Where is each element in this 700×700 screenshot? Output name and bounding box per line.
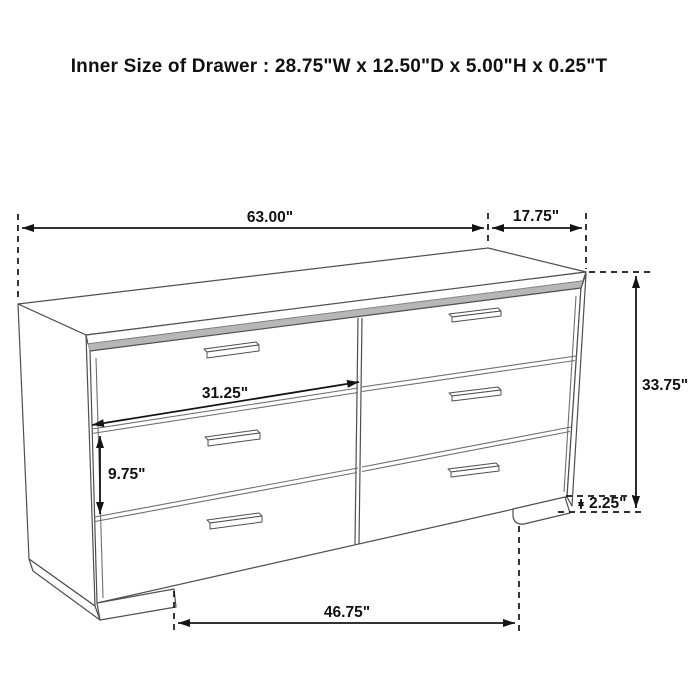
dim-overall-depth [492, 208, 582, 228]
dresser-drawing [18, 248, 586, 620]
dim-base-span [178, 604, 515, 623]
dresser-left-side [18, 304, 100, 620]
dim-base-height [581, 495, 627, 512]
dim-overall-height [636, 276, 688, 508]
overall-height-label: 33.75" [642, 377, 689, 394]
overall-width-label: 63.00" [246, 209, 294, 226]
drawer-width-label: 31.25" [201, 385, 249, 402]
base-height-label: 2.25" [589, 495, 627, 512]
base-span-label: 46.75" [323, 604, 371, 621]
dim-overall-width [22, 209, 484, 228]
overall-depth-label: 17.75" [512, 208, 560, 225]
drawer-height-label: 9.75" [108, 466, 146, 483]
inner-drawer-size-note: Inner Size of Drawer : 28.75"W x 12.50"D x 5.00"H x 0.25"T [70, 56, 608, 77]
